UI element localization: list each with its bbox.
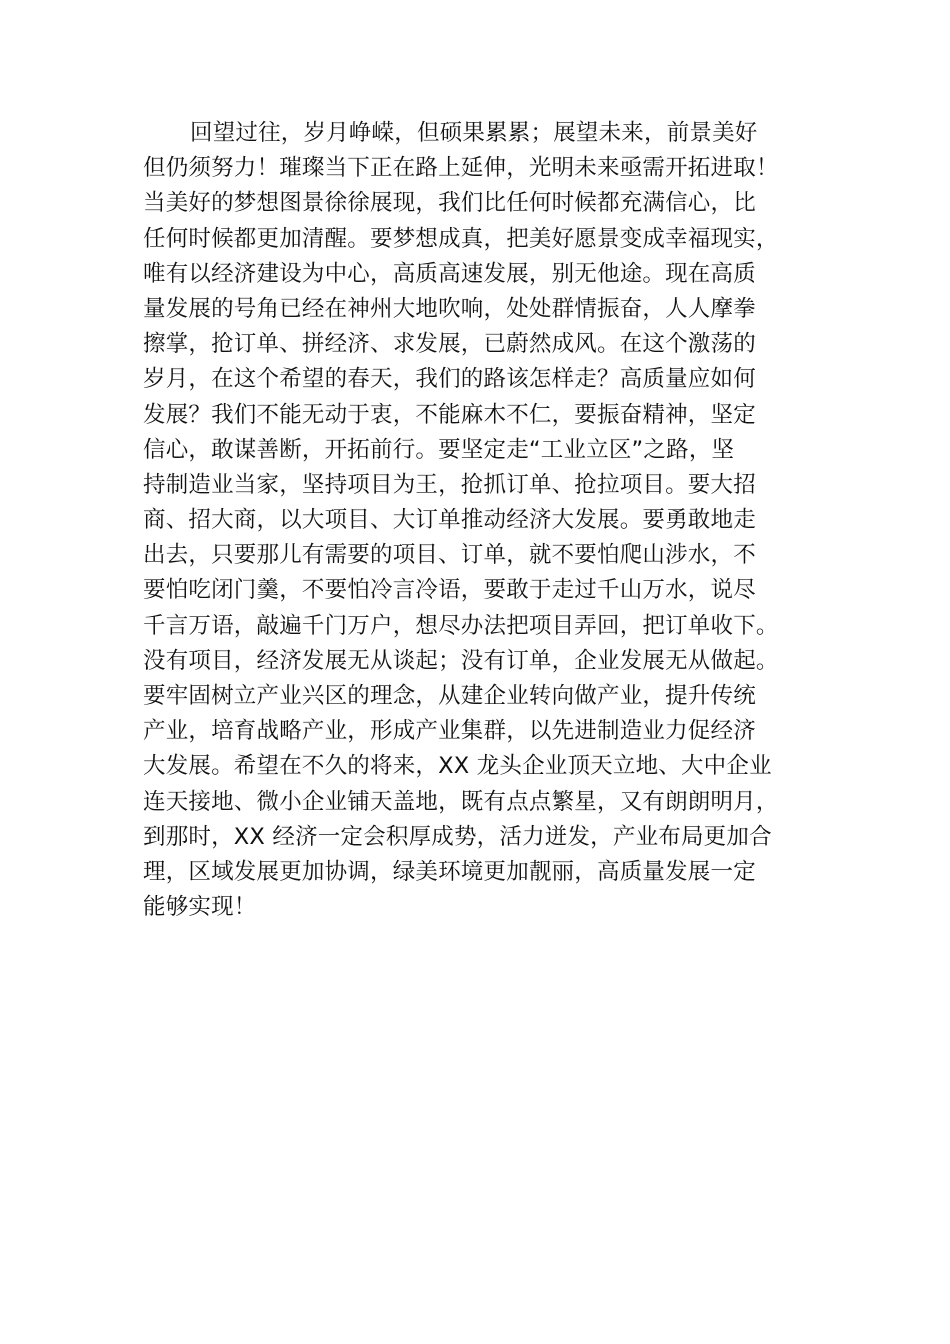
paragraph-line: 出去，只要那儿有需要的项目、订单，就不要怕爬山涉水，不 [143, 542, 756, 569]
paragraph-line: 商、招大商，以大项目、大订单推动经济大发展。要勇敢地走 [143, 507, 756, 534]
paragraph-line: 岁月，在这个希望的春天，我们的路该怎样走？高质量应如何 [143, 366, 756, 393]
paragraph-line: 理，区域发展更加协调，绿美环境更加靓丽，高质量发展一定 [143, 858, 756, 885]
paragraph-line: 信心，敢谋善断，开拓前行。要坚定走“工业立区”之路，坚 [143, 436, 735, 463]
paragraph-line: 大发展。希望在不久的将来，XX 龙头企业顶天立地、大中企业 [143, 753, 772, 780]
paragraph-line: 能够实现！ [143, 894, 257, 921]
paragraph-line: 要怕吃闭门羹，不要怕冷言冷语，要敢于走过千山万水，说尽 [143, 577, 756, 604]
paragraph-line: 发展？我们不能无动于衷，不能麻木不仁，要振奋精神，坚定 [143, 401, 756, 428]
paragraph-line: 连天接地、微小企业铺天盖地，既有点点繁星，又有朗朗明月， [143, 788, 779, 815]
paragraph-line: 但仍须努力！璀璨当下正在路上延伸，光明未来亟需开拓进取！ [143, 155, 779, 182]
paragraph-line: 擦掌，抢订单、拼经济、求发展，已蔚然成风。在这个激荡的 [143, 331, 756, 358]
paragraph-line: 没有项目，经济发展无从谈起；没有订单，企业发展无从做起。 [143, 647, 779, 674]
paragraph-line: 千言万语，敲遍千门万户，想尽办法把项目弄回，把订单收下。 [143, 612, 779, 639]
paragraph-line: 量发展的号角已经在神州大地吹响，处处群情振奋，人人摩拳 [143, 295, 756, 322]
paragraph-line: 到那时，XX 经济一定会积厚成势，活力迸发，产业布局更加合 [143, 823, 772, 850]
paragraph-line: 任何时候都更加清醒。要梦想成真，把美好愿景变成幸福现实， [143, 225, 779, 252]
paragraph-line: 唯有以经济建设为中心，高质高速发展，别无他途。现在高质 [143, 260, 756, 287]
paragraph-line: 持制造业当家，坚持项目为王，抢抓订单、抢拉项目。要大招 [143, 471, 756, 498]
paragraph-line: 产业，培育战略产业，形成产业集群，以先进制造业力促经济 [143, 718, 756, 745]
paragraph-line: 回望过往，岁月峥嵘，但硕果累累；展望未来，前景美好 [190, 120, 758, 146]
body-paragraph [143, 116, 823, 925]
paragraph-line: 要牢固树立产业兴区的理念，从建企业转向做产业，提升传统 [143, 683, 756, 709]
paragraph-line: 当美好的梦想图景徐徐展现，我们比任何时候都充满信心，比 [143, 190, 756, 217]
